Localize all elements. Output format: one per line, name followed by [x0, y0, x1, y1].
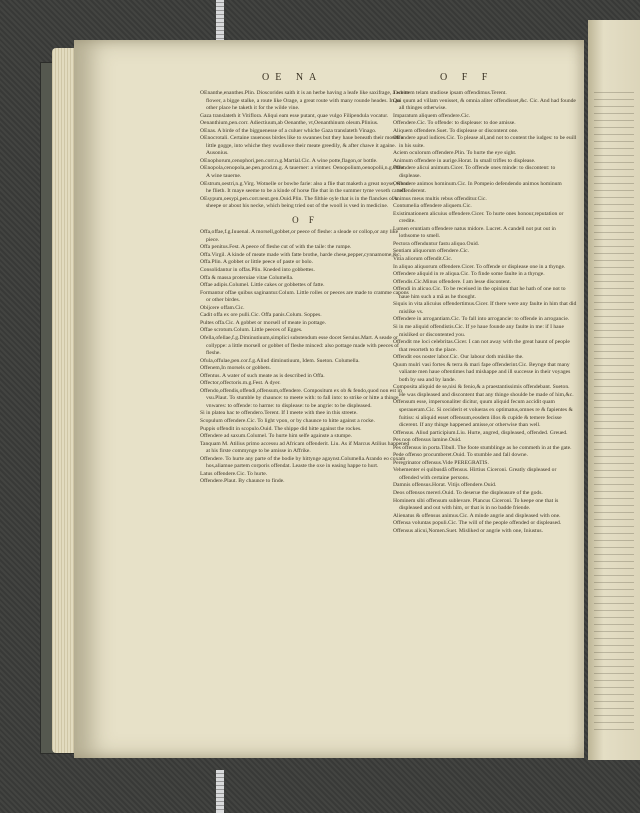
dictionary-entry: Offendere apud iudices.Cic. To please all,and not to content the iudges: to be euill in his suite. — [393, 135, 577, 149]
dictionary-entry: Pectora offenduntur fastu aliquo.Ouid. — [393, 240, 480, 247]
left-column — [200, 90, 410, 486]
dictionary-entry: Offae scrotum.Colum. Little peeces of Egges. — [200, 327, 303, 334]
dictionary-entry: Pes offensus in porta.Tibull. The foote stumblinge as he commeth in at the gate. — [393, 444, 572, 451]
dictionary-entry: Scopulum offendere.Cic. To light vpon, or by chaunce to hitte against a rocke. — [200, 417, 375, 424]
dictionary-entry: Offendi in alicuo.Cic. To be receiued in the opinion that he hath of one not to haue him such a mã as he thought. — [393, 286, 566, 300]
dictionary-entry: Oenanthium,pen.corr. Adiectiuum,ab Oenanthe, vt,Oenanthinum oleum.Plinius. — [200, 120, 379, 127]
dictionary-entry: Existimationem alicuius offendere.Cicer. To hurte ones honour,reputation or credite. — [393, 210, 564, 225]
dictionary-entry: Aciem oculorum offendere.Plin. To hurte the eye sight. — [393, 150, 517, 157]
dictionary-entry: Peregrinator offensus.Vide PEREGRATIS. — [393, 459, 489, 466]
dictionary-entry: Composita aliquid de se,nisi & fenio,& a praestantissimis offendebant. Sueton. He was displeased and discontent that any thinge shoulde be made of him,&c. — [393, 384, 574, 398]
dictionary-entry: OEstrum,oestri,n.g.Virg. Wotnelle or bowbe farie: also a flie that maketh a great noyse, when he flieth. It maye seeme to be a kinde of horse flie that in the summer tyme vexeth cattell. — [200, 180, 409, 195]
dictionary-entry: Offenem,In morsels or gobbets. — [200, 365, 271, 372]
running-head-right: O F F — [440, 72, 494, 83]
dictionary-entry: Offendere in arrogantiam.Cic. To fall into arrogancie: to offende in arrogancie. — [393, 316, 570, 323]
right-column — [393, 90, 577, 535]
dictionary-entry: Offentus. A water of such meate as is described in Offa. — [200, 372, 325, 379]
dictionary-entry: Offendere. To hurte any parte of the bodie by hittynge agaynst.Columella.Arando eo coxam hos,aliamue partem corporis offendat. Leaste the oxe in easing happe to hurt. — [200, 455, 406, 470]
dictionary-entry: Offendere.Plaut. By chaunce to finde. — [200, 478, 285, 485]
dictionary-entry: Offae adipis.Columel. Little cakes or gobbettes of fatte. — [200, 282, 325, 289]
facing-page — [588, 20, 640, 760]
dictionary-entry: Offendere.Cic. To offende: to displease: to doe amisse. — [393, 120, 516, 127]
dictionary-entry: In aliquo aliquorum offendere.Cicer. To offende or displease one in a thynge. — [393, 263, 566, 270]
dictionary-entry: Latus offendere.Cic. To hurte. — [200, 470, 268, 477]
dictionary-entry: Si in platea hac te offendero.Terent. If I meete with thee in this streete. — [200, 410, 358, 417]
measuring-ruler-bottom — [216, 770, 224, 813]
dictionary-entry: Obijcere offam.Cic. — [200, 304, 245, 311]
dictionary-entry: Gaza translateth it Vitiflora. Aliqui eam esse putant, quae vulgo Filipendula vocatur. — [200, 112, 389, 119]
dictionary-entry: Offector,offectoris.m.g.Fest. A dyer. — [200, 380, 281, 387]
dictionary-entry: Tanquam M. Atilius primo accessu ad Africam offenderit. Liu. As if Marcus Atilius happened at his firste commynge to be amisse in Affrike. — [200, 440, 410, 455]
dictionary-entry: Offensus. Aliud participium.Liu. Hurte, angred, displeased, offended. Greued. — [393, 429, 568, 436]
dictionary-entry: Offendit eos noster labor.Cic. Our labour doth mislike the. — [393, 354, 524, 361]
dictionary-entry: Offendis.Cic.Minus offendere. I am lesse discontent. — [393, 278, 512, 285]
dictionary-entry: OEsypum,oesypi,pen.corr.neut.gen.Ouid.Plin. The filthie oyle that is in the flanckes of a sheepe or about his necke, which being tried out of the wooll is vsed in medicine. — [200, 195, 398, 210]
dictionary-entry: Animum offendere in aurige.Horat. In small trifles to displease. — [393, 157, 536, 164]
dictionary-entry: Contumelia offendere aliquem.Cic. — [393, 203, 472, 210]
dictionary-entry: Consolidantur in offas.Plin. Kneded into gobbettes. — [200, 267, 315, 274]
dictionary-entry: OEnas. A birde of the bigguenesse of a culuer whiche Gaza translateth Vinago. — [200, 127, 377, 134]
dictionary-entry: Tacentem telam studiose ipsam offendimus.Terent. — [393, 90, 507, 96]
dictionary-entry: Qui quum ad villam venisset, & omnia aliter offendisset,&c. Cic. And had founde all thinges otherwise. — [393, 97, 576, 112]
dictionary-entry: Formantur offae quibus saginantur.Colum. Little rolles or peeces are made to cramme capons or other birdes. — [200, 289, 409, 304]
dictionary-entry: Damnis offensus.Horat. Vitijs offendere.Ouid. — [393, 482, 497, 489]
running-head-left: OE NA — [262, 72, 323, 83]
dictionary-entry: Deos offensos mereri.Ouid. To deserue the displeasure of the gods. — [393, 489, 543, 496]
dictionary-entry: Ofula,offulae,pen.cor.f.g.Aliud diminutiuum, Idem. Sueton. Columella. — [200, 357, 360, 364]
dictionary-entry: Offa.Virgil. A kinde of meate made with fatte brothe, harde chese,pepper,cynnamome,&c. — [200, 251, 402, 258]
dictionary-entry: Pede offenso procumberet.Ouid. To stumble and fall downe. — [393, 452, 528, 459]
dictionary-entry: Imparatum aliquem offendere.Cic. — [393, 112, 471, 119]
dictionary-entry: Puppis offendit in scopulo.Ouid. The shippe did hitte against the rockes. — [200, 425, 362, 432]
dictionary-entry: Offendere aliquid in re aliqua.Cic. To finde some faulte in a thynge. — [393, 271, 545, 278]
dictionary-entry: OEnanthe,enanthes.Plin. Dioscorides saith it is an herbe having a leafe like saxifrage, a white flower, a bigge stalke, a route like Orage, a great route with many rounde heades. In an other place he taketh it for the wilde vine. — [200, 90, 409, 112]
dictionary-entry: Offendere alicui animum.Cicer. To offende ones minde: to discontent: to displease. — [393, 165, 556, 180]
section-heading: O F — [292, 214, 318, 225]
dictionary-entry: Alienatus & offensus animus.Cic. A minde angrie and displeased with one. — [393, 512, 561, 519]
dictionary-entry: Pes non offensus lamine.Ouid. — [393, 437, 462, 444]
dictionary-entry: OEnopola,cenopola,ae.pen.prod.m.g. A tauerner: a vintner. Oenopolium,oenopolii,n.g.Plaut. A wine tauerne. — [200, 165, 406, 180]
dictionary-entry: Pultes offa.Cic. A gobbet or morsell of meate in pottage. — [200, 319, 327, 326]
dictionary-entry: Si in me aliquid offendistis.Cic. If ye haue founde any faulte in me: if I haue misliked or discontented you. — [393, 323, 564, 338]
dictionary-entry: Vehementer ei quibusdã offensus. Hirtius Ciceroni. Greatly displeased or offended with certaine persons. — [393, 467, 557, 481]
dictionary-entry: OEnophorum,cenophori,pen.corr.n.g.Martial.Cic. A wine potte,flagon,or bottle. — [200, 157, 378, 164]
dictionary-entry: Offa.Plin. A gobbet or little peece of paste or bolo. — [200, 259, 313, 266]
dictionary-entry: Offendit me loci celebritas.Cicer. I can not away with the great haunt of people that resorteth to the place. — [393, 339, 570, 353]
dictionary-entry: Offa & massa proteruiae vitae Columella. — [200, 274, 294, 281]
dictionary-entry: Offa,offae,f.g.Iuuenal. A morsell,gobbet,or peece of fleshe: a sleade or collop,or any like piece. — [200, 229, 399, 243]
dictionary-entry: Offensus alicui,Nomen.Suet. Misliked or angrie with one, Iniustus. — [393, 527, 543, 534]
dictionary-entry: Vitia aliorum offendit.Cic. — [393, 256, 453, 263]
dictionary-entry: Offendere animos hominum.Cic. In Pompeio defendendo animos hominum offenderent. — [393, 180, 562, 195]
dictionary-entry: Sentiam aliquorum offendere.Cic. — [393, 248, 470, 255]
dictionary-entry: Offensa voluntas populi.Cic. The will of the people offended or displeased. — [393, 520, 562, 527]
dictionary-entry: Hominem sibi offensum sublevare. Plancus Ciceroni. To keepe one that is displeased and out with him, or that is in no badde friende. — [393, 497, 559, 512]
dictionary-entry: Ofella,ofellae,f.g.Diminutiuum,simplici substendum esse docet Seruius.Mart. A seade or collyppe: a little morsell or gobbet of fleshe minced: also pottage made with peeces of fleshe. — [200, 334, 399, 357]
dictionary-entry: Offensum esse, impersonaliter dicitur, quum aliquid fecum accidit quam speraueram.Cic. Si ceciderit et volueras ex optimatus,omnes re & fapientes & fuitiss: si aliquid esset offensum,eosdem illos & cupide & temere fecisse dicerent. If any thinge happened amisse,or otherwise than well. — [393, 399, 573, 429]
dictionary-entry: Lumen eruntiam offendere natus midore. Lucret. A candell not put out in lothsome to smell. — [393, 225, 556, 240]
dictionary-entry: Offa penitus.Fest. A peece of fleshe cut of with the taile: the rumpe. — [200, 244, 352, 251]
dictionary-entry: Quum mulri vasi fortes & terra & mari fape offenderint.Cic. Beynge that many valiante men haue oftentimes had mishappe and ill successe in their voyages both by sea and by lande. — [393, 361, 571, 383]
dictionary-entry: Cadit offa ex ore pulli.Cic. Offa panis.Colum. Soppes. — [200, 312, 322, 319]
dictionary-entry: Animus meus multis rebus offenditur.Cic. — [393, 195, 487, 202]
dictionary-entry: OEnocrotali. Certaine rauenous birdes like to swannes but they haue beneath their mouth a little gogge, into whiche they swallowe their meate greedily, & after chawe it againe. Ausonius. — [200, 135, 404, 157]
dictionary-entry: Offendo,offendis,offendi,offensum,offendere. Compositum ex ob & fendo,quod non est in vsu.Plaut. To stumble by chaunce: to meete with: to fall into: to strike or hitte a thinge vnwares: to offende: to harme: to displease: to be angrie: to be displeased. — [200, 387, 402, 409]
dictionary-entry: Offendere ad saxum.Columel. To hurte him selfe againste a stumpe. — [200, 433, 352, 440]
dictionary-entry: Siquis in vita alicuius offendertimus.Cicer. If there were any faulte in him that did mislike vs. — [393, 301, 577, 315]
dictionary-entry: Aliquem offendere.Suet. To displease or discontent one. — [393, 127, 519, 134]
